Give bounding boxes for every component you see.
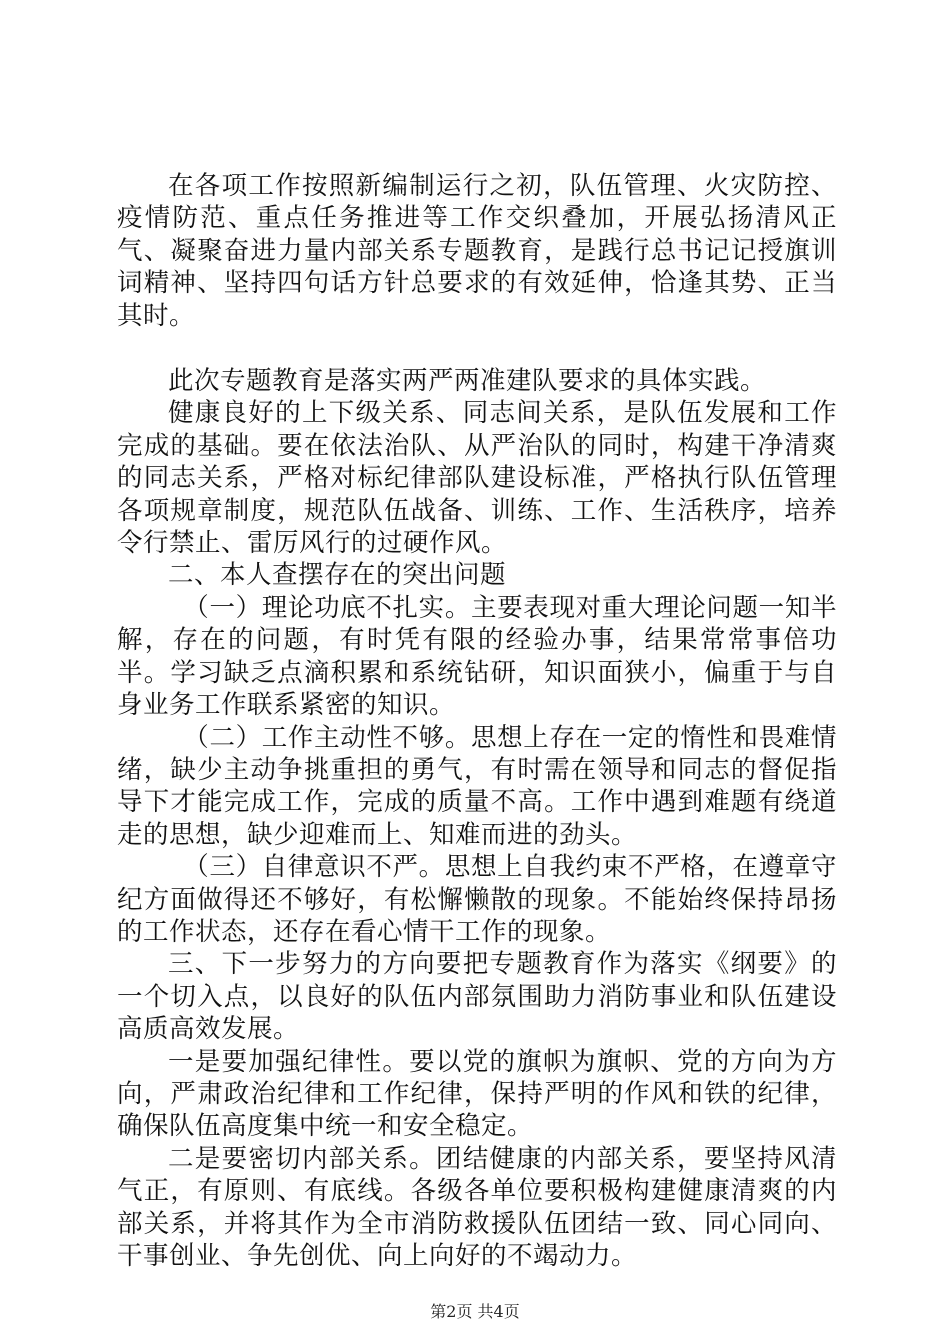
paragraph-special-education: 此次专题教育是落实两严两准建队要求的具体实践。 (168, 366, 767, 397)
document-body (117, 170, 837, 1272)
paragraph-direction-discipline: 一是要加强纪律性。要以党的旗帜为旗帜、党的方向为方向，严肃政治纪律和工作纪律，保持严明的作风和铁的纪律，确保队伍高度集中统一和安全稳定。 (117, 1046, 837, 1142)
paragraph-direction-relations: 二是要密切内部关系。团结健康的内部关系，要坚持风清气正，有原则、有底线。各级各单位要积极构建健康清爽的内部关系，并将其作为全市消防救援队伍团结一致、同心同向、干事创业、争先创优、向上向好的不竭动力。 (117, 1143, 837, 1271)
section-heading-problems: 二、本人查摆存在的突出问题 (168, 560, 507, 591)
paragraph-problem-theory: （一）理论功底不扎实。主要表现对重大理论问题一知半解，存在的问题，有时凭有限的经验办事，结果常常事倍功半。学习缺乏点滴积累和系统钻研，知识面狭小，偏重于与自身业务工作联系紧密的知识。 (117, 592, 837, 721)
section-heading-direction: 三、下一步努力的方向要把专题教育作为落实《纲要》的一个切入点，以良好的队伍内部氛围助力消防事业和队伍建设高质高效发展。 (117, 949, 837, 1045)
paragraph-intro: 在各项工作按照新编制运行之初，队伍管理、火灾防控、疫情防范、重点任务推进等工作交织叠加，开展弘扬清风正气、凝聚奋进力量内部关系专题教育，是践行总书记记授旗训词精神、坚持四句话方针总要求的有效延伸，恰逢其势、正当其时。 (117, 171, 837, 331)
paragraph-healthy-relations: 健康良好的上下级关系、同志间关系，是队伍发展和工作完成的基础。要在依法治队、从严治队的同时，构建干净清爽的同志关系，严格对标纪律部队建设标准，严格执行队伍管理各项规章制度，规范队伍战备、训练、工作、生活秩序，培养令行禁止、雷厉风行的过硬作风。 (117, 398, 837, 559)
page-number-footer: 第2页 共4页 (430, 1302, 520, 1321)
paragraph-problem-discipline: （三）自律意识不严。思想上自我约束不严格，在遵章守纪方面做得还不够好，有松懈懒散的现象。不能始终保持昂扬的工作状态，还存在看心情干工作的现象。 (117, 852, 837, 947)
paragraph-problem-initiative: （二）工作主动性不够。思想上存在一定的惰性和畏难情绪，缺少主动争挑重担的勇气，有时需在领导和同志的督促指导下才能完成工作，完成的质量不高。工作中遇到难题有绕道走的思想，缺少迎难而上、知难而进的劲头。 (117, 722, 837, 850)
